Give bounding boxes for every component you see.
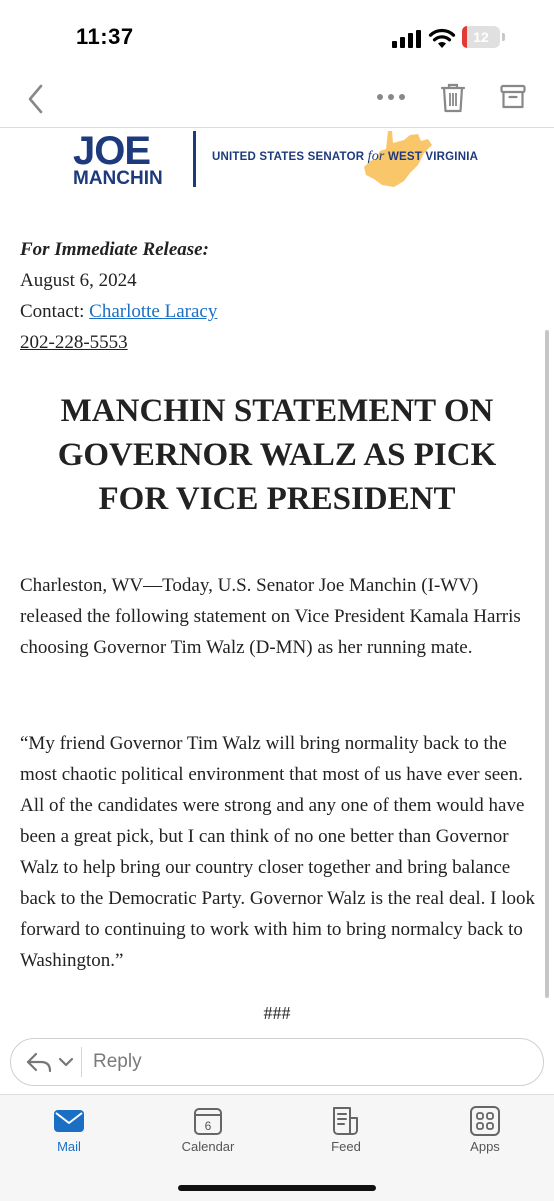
headline: MANCHIN STATEMENT ON GOVERNOR WALZ AS PICK FOR VICE PRESIDENT [57,393,497,517]
reply-area [0,1028,554,1094]
battery-level: 12 [473,29,489,45]
archive-icon[interactable] [500,84,526,110]
tab-apps-label: Apps [470,1139,500,1154]
scrollbar[interactable] [545,330,549,998]
status-time: 11:37 [76,24,134,49]
tab-apps[interactable] [435,1095,535,1165]
reply-input[interactable] [10,1038,544,1086]
wifi-icon [428,27,456,49]
reply-arrow-icon[interactable] [25,1050,77,1074]
tab-mail[interactable] [19,1095,119,1165]
senator-title: UNITED STATES SENATOR for WEST VIRGINIA [212,149,479,164]
status-bar [0,0,554,75]
battery-icon [462,26,506,48]
home-indicator[interactable] [178,1185,376,1191]
tab-feed-label: Feed [331,1139,361,1154]
email-toolbar [0,75,554,128]
logo-last-name: MANCHIN [73,168,163,189]
tab-calendar-label: Calendar [181,1139,235,1154]
feed-icon [330,1105,362,1137]
chevron-left-icon[interactable] [26,83,46,115]
mail-icon [53,1105,85,1137]
logo-divider [193,131,196,187]
ellipsis-icon[interactable] [376,93,406,101]
release-label: For Immediate Release: [20,239,209,260]
calendar-icon [192,1105,224,1137]
reply-placeholder: Reply [93,1051,142,1072]
body-paragraph-1: Charleston, WV—Today, U.S. Senator Joe Manchin (I-WV) released the following statement on Vice President Kamala Harris choosing Governor Tim Walz (D-MN) as her running mate. [20,575,521,658]
contact-link[interactable]: Charlotte Laracy [89,301,218,322]
tab-calendar[interactable] [158,1095,258,1165]
contact-line [20,296,217,327]
calendar-day: 6 [204,1119,212,1133]
email-body[interactable] [0,127,554,1027]
letterhead-logo [0,127,554,197]
tab-feed[interactable] [296,1095,396,1165]
logo-first-name: JOE [73,129,151,173]
release-date: August 6, 2024 [20,270,137,291]
end-mark: ### [263,1003,291,1023]
trash-icon[interactable] [440,82,466,114]
apps-icon [469,1105,501,1137]
tab-mail-label: Mail [57,1139,81,1154]
contact-label: Contact: [20,301,90,322]
cellular-signal-icon [392,30,422,48]
contact-phone[interactable]: 202-228-5553 [20,332,128,353]
body-paragraph-2: “My friend Governor Tim Walz will bring normality back to the most chaotic political environment that most of us have ever seen. All of the candidates were strong and any one of them would have been a great pick, but I can think of no one better than Governor Walz to help bring our country closer together and bring balance back to the Democratic Party. Governor Walz is the real deal. I look forward to continuing to work with him to bring normalcy back to Washington.” [20,733,535,971]
reply-divider [81,1047,82,1077]
